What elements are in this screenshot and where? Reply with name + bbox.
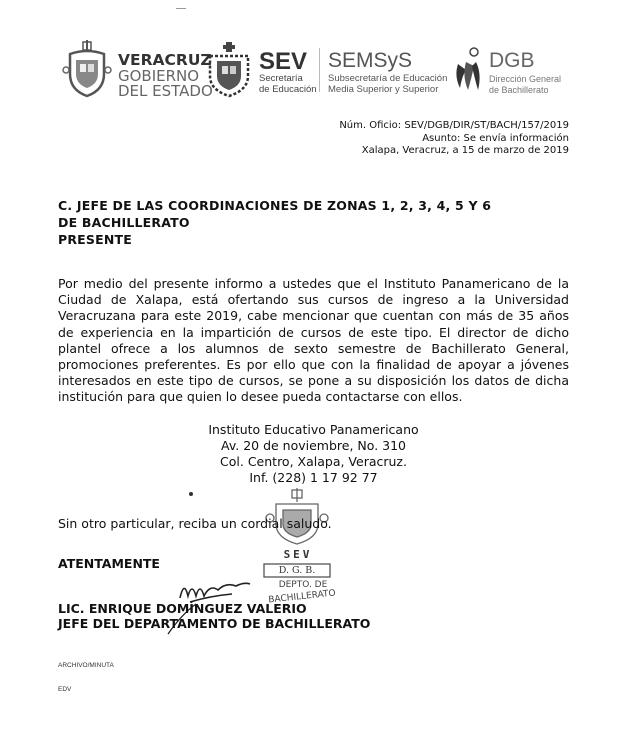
logo-divider <box>319 48 320 92</box>
institution-address-2: Col. Centro, Xalapa, Veracruz. <box>220 454 407 469</box>
institution-name: Instituto Educativo Panamericano <box>208 422 419 437</box>
sev-subtitle <box>259 74 317 96</box>
atentamente: ATENTAMENTE <box>58 556 160 571</box>
dgb-subtitle-1: Dirección General <box>489 74 562 84</box>
gob-subtitle-2: DEL ESTADO <box>118 82 213 100</box>
closing-line: Sin otro particular, reciba un cordial saludo. <box>58 516 332 531</box>
stamp-sev: SEV <box>283 548 313 561</box>
signer-name: LIC. ENRIQUE DOMÍNGUEZ VALERIO <box>58 601 307 616</box>
stamp-depto: DEPTO. DE <box>278 580 328 590</box>
archive-label: ARCHIVO/MINUTA <box>58 662 114 669</box>
dgb-subtitle <box>489 74 561 96</box>
addressee-line-1: C. JEFE DE LAS COORDINACIONES DE ZONAS 1, 2, 3, 4, 5 Y 6 <box>58 198 492 213</box>
sems-subtitle-1: Subsecretaría de Educación <box>328 73 448 84</box>
dgb-title: DGB <box>489 49 535 72</box>
body-paragraph: Por medio del presente informo a ustedes que el Instituto Panamericano de la Ciudad de Xalapa, está ofertando sus cursos de ingreso a la Universidad Veracruzana para este 2019, cabe mencionar que cuentan con más de 35 años de experiencia en la impartición de cursos de este tipo. El director de dicho plantel ofrece a los alumnos de sexto semestre de Bachillerato General, promociones preferentes. Es por ello que con la finalidad de apoyar a jóvenes interesados en este tipo de cursos, se pone a su disposición los datos de dicha institución para que quien lo desee pueda contactarse con ellos. <box>58 276 569 405</box>
sems-title: SEMSyS <box>328 49 413 72</box>
veracruz-shield-icon <box>62 40 112 104</box>
institution-address-1: Av. 20 de noviembre, No. 310 <box>221 438 406 453</box>
asunto: Asunto: Se envía información <box>422 133 569 144</box>
gob-subtitle-1: GOBIERNO <box>118 67 200 85</box>
addressee-line-3: PRESENTE <box>58 232 132 247</box>
initials: EDV <box>58 686 72 693</box>
stamp-dgb: D. G. B. <box>278 565 316 576</box>
sev-subtitle-2: de Educación <box>259 83 317 95</box>
dgb-subtitle-2: de Bachillerato <box>489 84 549 95</box>
sems-subtitle <box>328 74 447 96</box>
oficio-number: Núm. Oficio: SEV/DGB/DIR/ST/BACH/157/2019 <box>339 120 569 131</box>
scan-mark <box>176 8 186 9</box>
gob-title: VERACRUZ <box>118 51 212 69</box>
sems-subtitle-2: Media Superior y Superior <box>328 83 439 95</box>
stamp-bachillerato: BACHILLERATO <box>267 588 337 606</box>
institution-phone: Inf. (228) 1 17 92 77 <box>249 470 378 485</box>
scan-dot <box>189 492 193 496</box>
sev-shield-icon <box>204 42 254 102</box>
dgb-flame-icon <box>452 46 486 98</box>
signer-title: JEFE DEL DEPARTAMENTO DE BACHILLERATO <box>58 616 371 631</box>
addressee-line-2: DE BACHILLERATO <box>58 215 190 230</box>
place-date: Xalapa, Veracruz, a 15 de marzo de 2019 <box>361 145 569 156</box>
sev-subtitle-1: Secretaría <box>259 73 303 84</box>
sev-title: SEV <box>259 48 308 75</box>
